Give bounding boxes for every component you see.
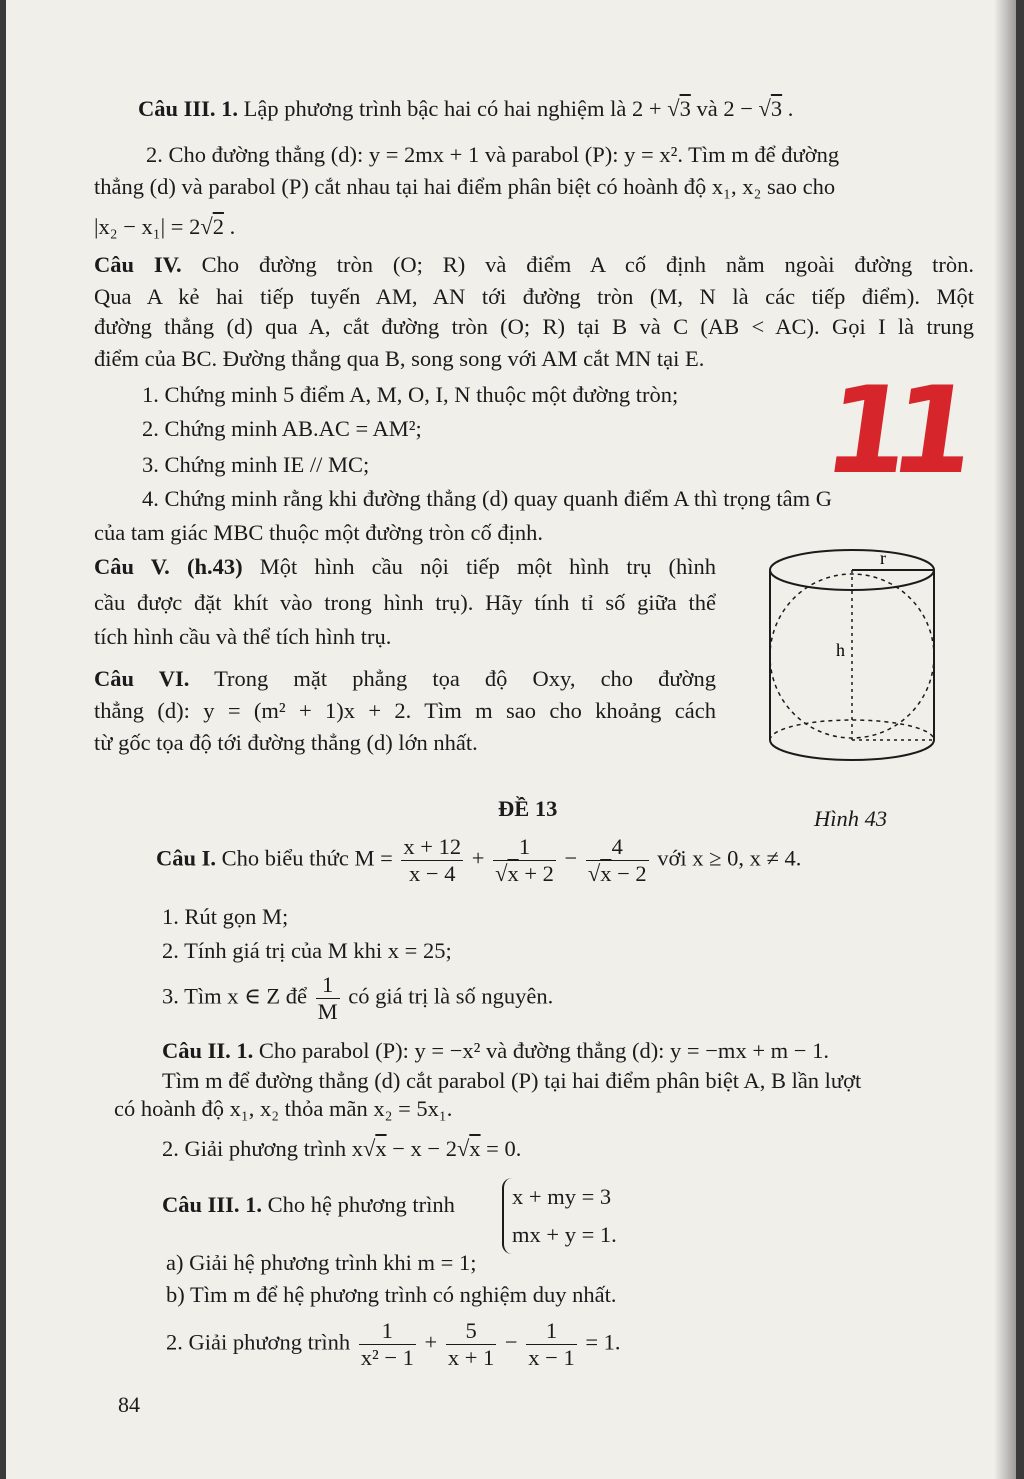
cylinder-sphere-figure xyxy=(754,548,954,788)
exam-title: ĐỀ 13 xyxy=(498,796,558,821)
q6-line1: Câu VI. Trong mặt phẳng tọa độ Oxy, cho đường xyxy=(94,666,717,691)
q3-line4: |x₂ − x₁| = 2√2 . xyxy=(94,214,236,239)
fraction-3: $\frac{4}{√x - 2}$ xyxy=(587,834,647,886)
q5-line1: Câu V. (h.43) Một hình cầu nội tiếp một hình trụ (hình xyxy=(94,554,717,579)
q6-line2: thẳng (d): y = (m² + 1)x + 2. Tìm m sao cho khoảng cách xyxy=(94,698,716,723)
q4-item3: 3. Chứng minh IE // MC; xyxy=(142,452,370,477)
e13-q1-item3: 3. Tìm x ∈ Z để $\frac{1}{M}$ có giá trị là số nguyên. xyxy=(162,972,554,1024)
e13-q3-b: b) Tìm m để hệ phương trình có nghiệm duy nhất. xyxy=(166,1282,617,1307)
q4-item4-cont: của tam giác MBC thuộc một đường tròn cố định. xyxy=(94,520,544,545)
e13-q3-a: a) Giải hệ phương trình khi m = 1; xyxy=(166,1250,477,1275)
fraction-b: $\frac{5}{x + 1}$ xyxy=(447,1318,495,1370)
e13-q1-line: Câu I. Cho biểu thức M = $\frac{x + 12}{x - 4}$ + $\frac{1}{√x + 2}$ − $\frac{4}{√x - 2}$ với x ≥ 0, x ≠ 4. xyxy=(156,834,802,886)
q3-line3: thẳng (d) và parabol (P) cắt nhau tại hai điểm phân biệt có hoành độ x₁, x₂ sao cho xyxy=(94,174,836,199)
q3-line1: Câu III. 1. Lập phương trình bậc hai có hai nghiệm là 2 + √3 và 2 − √3 . xyxy=(138,96,794,121)
e13-q1-item1: 1. Rút gọn M; xyxy=(162,904,289,929)
q4-line3: đường thẳng (d) qua A, cắt đường tròn (O; R) tại B và C (AB < AC). Gọi I là trung xyxy=(94,314,974,339)
q3-line2: 2. Cho đường thẳng (d): y = 2mx + 1 và parabol (P): y = x². Tìm m để đường xyxy=(146,142,840,167)
q4-line2: Qua A kẻ hai tiếp tuyến AM, AN tới đường tròn (M, N là các tiếp điểm). Một xyxy=(94,284,974,309)
q6-line3: từ gốc tọa độ tới đường thẳng (d) lớn nhất. xyxy=(94,730,478,755)
figure-caption: Hình 43 xyxy=(814,806,888,831)
fraction-1-over-m: $\frac{1}{M}$ xyxy=(317,972,338,1024)
q5-line3: tích hình cầu và thể tích hình trụ. xyxy=(94,624,392,649)
e13-q2-line2: Tìm m để đường thẳng (d) cắt parabol (P) tại hai điểm phân biệt A, B lần lượt xyxy=(162,1068,862,1093)
cylinder-bottom-front xyxy=(770,740,934,760)
e13-q2-line1: Câu II. 1. Cho parabol (P): y = −x² và đường thẳng (d): y = −mx + m − 1. xyxy=(162,1038,829,1063)
q4-item4: 4. Chứng minh rằng khi đường thẳng (d) quay quanh điểm A thì trọng tâm G xyxy=(142,486,832,511)
q4-item2: 2. Chứng minh AB.AC = AM²; xyxy=(142,416,422,441)
cylinder-bottom-back xyxy=(770,720,934,740)
fraction-a: $\frac{1}{\text{x² − 1}}$ xyxy=(360,1318,414,1370)
q4-line1: Câu IV. Cho đường tròn (O; R) và điểm A cố định nằm ngoài đường tròn. xyxy=(94,252,975,277)
q4-item1: 1. Chứng minh 5 điểm A, M, O, I, N thuộc một đường tròn; xyxy=(142,382,679,407)
e13-q2-line3: có hoành độ x₁, x₂ thỏa mãn x₂ = 5x₁. xyxy=(114,1096,453,1121)
radius-label: r xyxy=(880,548,886,568)
e13-q1-item2: 2. Tính giá trị của M khi x = 25; xyxy=(162,938,452,963)
height-label: h xyxy=(836,640,845,660)
handwritten-mark: 11 xyxy=(816,362,967,501)
fraction-c: $\frac{1}{x - 1}$ xyxy=(528,1318,575,1370)
page-edge-shadow xyxy=(994,0,1016,1479)
equation-system: x + my = 3 mx + y = 1. xyxy=(502,1178,617,1254)
fraction-1: $\frac{x + 12}{x - 4}$ xyxy=(403,834,462,886)
page-number: 84 xyxy=(118,1392,140,1417)
q4-line4: điểm của BC. Đường thẳng qua B, song song với AM cắt MN tại E. xyxy=(94,346,705,371)
q5-line2: cầu được đặt khít vào trong hình trụ). Hãy tính tỉ số giữa thể xyxy=(94,590,716,615)
e13-q3-2: 2. Giải phương trình $\frac{1}{\text{x² − 1}}$ + $\frac{5}{x + 1}$ − $\frac{1}{x - 1}$ = 1. xyxy=(166,1318,621,1370)
fraction-2: $\frac{1}{√x + 2}$ xyxy=(495,834,554,886)
page xyxy=(6,0,1016,1479)
e13-q2-line4: 2. Giải phương trình x√x − x − 2√x = 0. xyxy=(162,1136,522,1161)
e13-q3-line1: Câu III. 1. Cho hệ phương trình xyxy=(162,1192,455,1217)
